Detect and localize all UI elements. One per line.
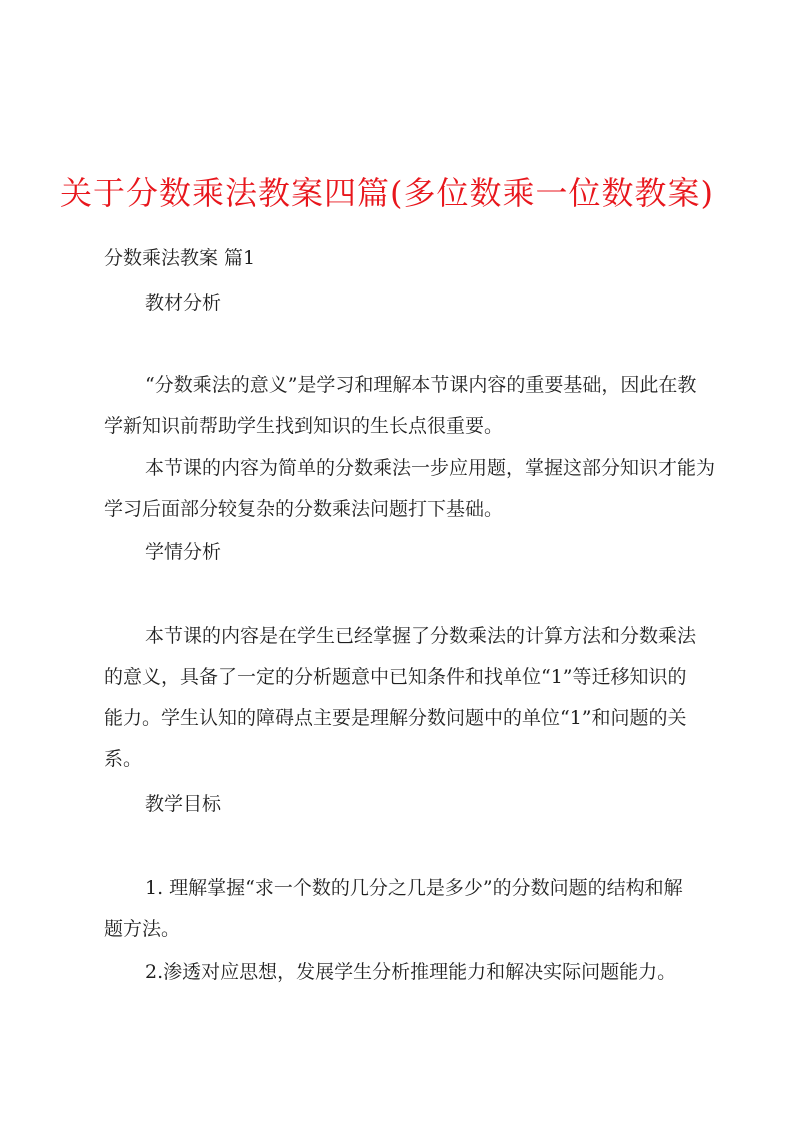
subheading-textbook-analysis: 教材分析	[145, 292, 222, 314]
goal-1-line-2: 题方法。	[104, 918, 181, 940]
goal-1-line-1: 1. 理解掌握“求一个数的几分之几是多少”的分数问题的结构和解	[145, 877, 683, 899]
paragraph-2-line-2: 学习后面部分较复杂的分数乘法问题打下基础。	[104, 498, 504, 520]
paragraph-3-line-3: 能力。学生认知的障碍点主要是理解分数问题中的单位“1”和问题的关	[104, 707, 687, 729]
paragraph-3-line-4: 系。	[104, 748, 143, 770]
section-heading: 分数乘法教案 篇1	[104, 247, 256, 269]
paragraph-3-line-1: 本节课的内容是在学生已经掌握了分数乘法的计算方法和分数乘法	[145, 625, 697, 647]
paragraph-1-line-2: 学新知识前帮助学生找到知识的生长点很重要。	[104, 415, 504, 437]
subheading-teaching-goals: 教学目标	[145, 793, 222, 815]
paragraph-1-line-1: “分数乘法的意义”是学习和理解本节课内容的重要基础，因此在教	[145, 374, 697, 396]
paragraph-3-line-2: 的意义，具备了一定的分析题意中已知条件和找单位“1”等迁移知识的	[104, 666, 687, 688]
goal-2-line-1: 2.渗透对应思想，发展学生分析推理能力和解决实际问题能力。	[145, 961, 677, 983]
paragraph-2-line-1: 本节课的内容为简单的分数乘法一步应用题，掌握这部分知识才能为	[145, 457, 716, 479]
subheading-learner-analysis: 学情分析	[145, 541, 222, 563]
document-title: 关于分数乘法教案四篇(多位数乘一位数教案)	[60, 174, 714, 212]
